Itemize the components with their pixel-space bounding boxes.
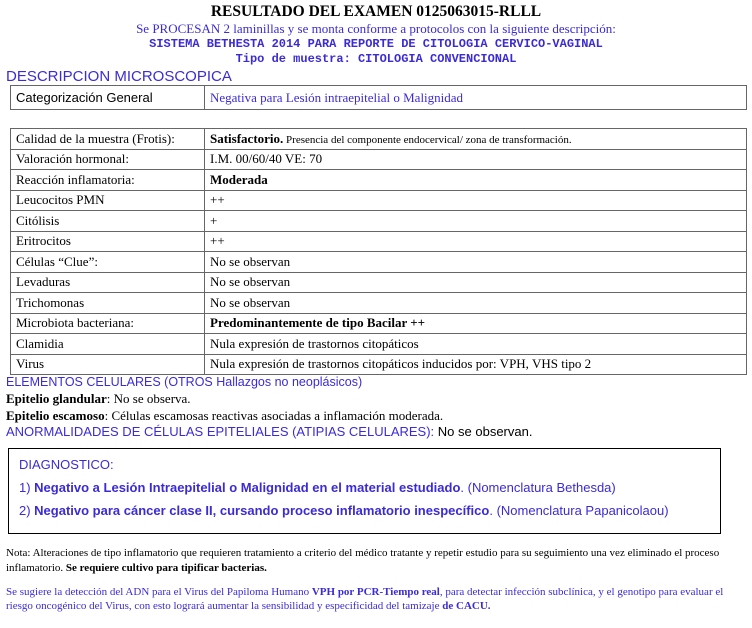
row-label: Reacción inflamatoria: (11, 170, 205, 191)
suggestion-paragraph (6, 585, 748, 613)
row-value: No se observan (205, 252, 747, 273)
report-title: RESULTADO DEL EXAMEN 0125063015-RLLL (210, 3, 542, 20)
table-row (11, 293, 747, 314)
report-subtitle: Se PROCESAN 2 laminillas y se monta conforme a protocolos con la siguiente descripción: (136, 21, 616, 36)
sample-type: Tipo de muestra: CITOLOGIA CONVENCIONAL (235, 52, 517, 66)
quality-value-detail: Presencia del componente endocervical/ zona de transformación. (283, 133, 572, 146)
table-row (11, 252, 747, 273)
table-row (11, 190, 747, 211)
diagnosis-item-1-note: . (Nomenclatura Bethesda) (460, 480, 616, 495)
suggestion-text-1: Se sugiere la detección del ADN para el Virus del Papiloma Humano (6, 586, 312, 598)
table-row (11, 211, 747, 232)
row-label: Eritrocitos (11, 231, 205, 252)
table-row (11, 272, 747, 293)
table-row (11, 354, 747, 375)
row-label: Microbiota bacteriana: (11, 313, 205, 334)
epithelium-glandular (6, 391, 191, 407)
row-value: I.M. 00/60/40 VE: 70 (205, 149, 747, 170)
general-category-row (11, 86, 747, 110)
findings-table (10, 128, 747, 375)
diagnosis-box (8, 448, 721, 534)
epithelium-glandular-text: : No se observa. (106, 391, 191, 406)
note-bold: Se requiere cultivo para tipificar bacterias. (65, 562, 267, 574)
note-text: Nota: Alteraciones de tipo inflamatorio que requieren tratamiento a criterio del médico tratante y repetir estudio para su seguimiento una vez eliminado el proceso inflamatorio. (6, 547, 720, 574)
row-value: ++ (205, 231, 747, 252)
row-value: Moderada (205, 170, 747, 191)
note-paragraph (6, 546, 748, 576)
row-label: Levaduras (11, 272, 205, 293)
quality-value-bold: Satisfactorio. (210, 130, 284, 146)
cell-elements-heading: ELEMENTOS CELULARES (OTROS Hallazgos no neoplásicos) (6, 375, 363, 389)
row-label: Trichomonas (11, 293, 205, 314)
row-value: + (205, 211, 747, 232)
general-category-table (10, 85, 747, 110)
diagnosis-item-2-number: 2) (19, 503, 35, 518)
diagnosis-item-1 (19, 480, 616, 495)
description-heading: DESCRIPCION MICROSCOPICA (6, 68, 232, 85)
row-value: ++ (205, 190, 747, 211)
diagnosis-item-2 (19, 503, 669, 518)
row-label: Clamidia (11, 334, 205, 355)
row-value: No se observan (205, 272, 747, 293)
epithelium-squamous (6, 408, 443, 424)
suggestion-text-2: , para detectar infección subclínica, y el genotipo para evaluar el riesgo oncogénico del Virus, con esto logrará aumentar la sensibilidad y especificidad del tamizaje (6, 586, 724, 612)
suggestion-bold-1: VPH por PCR-Tiempo real (311, 586, 440, 598)
anomalies-text: No se observan. (434, 424, 533, 439)
table-row (11, 231, 747, 252)
row-value (205, 129, 747, 150)
row-value: Nula expresión de trastornos citopáticos (205, 334, 747, 355)
suggestion-bold-2: de CACU. (442, 600, 491, 612)
row-value: Nula expresión de trastornos citopáticos inducidos por: VPH, VHS tipo 2 (205, 354, 747, 375)
row-label: Citólisis (11, 211, 205, 232)
epithelium-glandular-label: Epitelio glandular (6, 391, 107, 406)
table-row (11, 334, 747, 355)
epithelium-squamous-label: Epitelio escamoso (6, 408, 105, 423)
system-heading: SISTEMA BETHESTA 2014 PARA REPORTE DE CITOLOGIA CERVICO-VAGINAL (149, 37, 603, 51)
diagnosis-title: DIAGNOSTICO: (19, 457, 114, 472)
diagnosis-item-2-note: . (Nomenclatura Papanicolaou) (489, 503, 669, 518)
row-label: Leucocitos PMN (11, 190, 205, 211)
row-label: Valoración hormonal: (11, 149, 205, 170)
diagnosis-item-1-text: Negativo a Lesión Intraepitelial o Malignidad en el material estudiado (34, 480, 461, 495)
anomalies-label: ANORMALIDADES DE CÉLULAS EPITELIALES (ATIPIAS CELULARES): (6, 424, 435, 439)
row-value: Predominantemente de tipo Bacilar ++ (205, 313, 747, 334)
table-row (11, 149, 747, 170)
row-value: No se observan (205, 293, 747, 314)
table-row (11, 313, 747, 334)
table-row (11, 170, 747, 191)
general-category-value: Negativa para Lesión intraepitelial o Malignidad (205, 86, 747, 110)
row-label: Virus (11, 354, 205, 375)
epithelium-squamous-text: : Células escamosas reactivas asociadas a inflamación moderada. (104, 408, 444, 423)
row-label: Calidad de la muestra (Frotis): (11, 129, 205, 150)
diagnosis-item-1-number: 1) (19, 480, 35, 495)
row-label: Células “Clue”: (11, 252, 205, 273)
general-category-label: Categorización General (11, 86, 205, 110)
table-row (11, 129, 747, 150)
epithelial-anomalies (6, 424, 532, 440)
diagnosis-item-2-text: Negativo para cáncer clase II, cursando proceso inflamatorio inespecífico (34, 503, 490, 518)
